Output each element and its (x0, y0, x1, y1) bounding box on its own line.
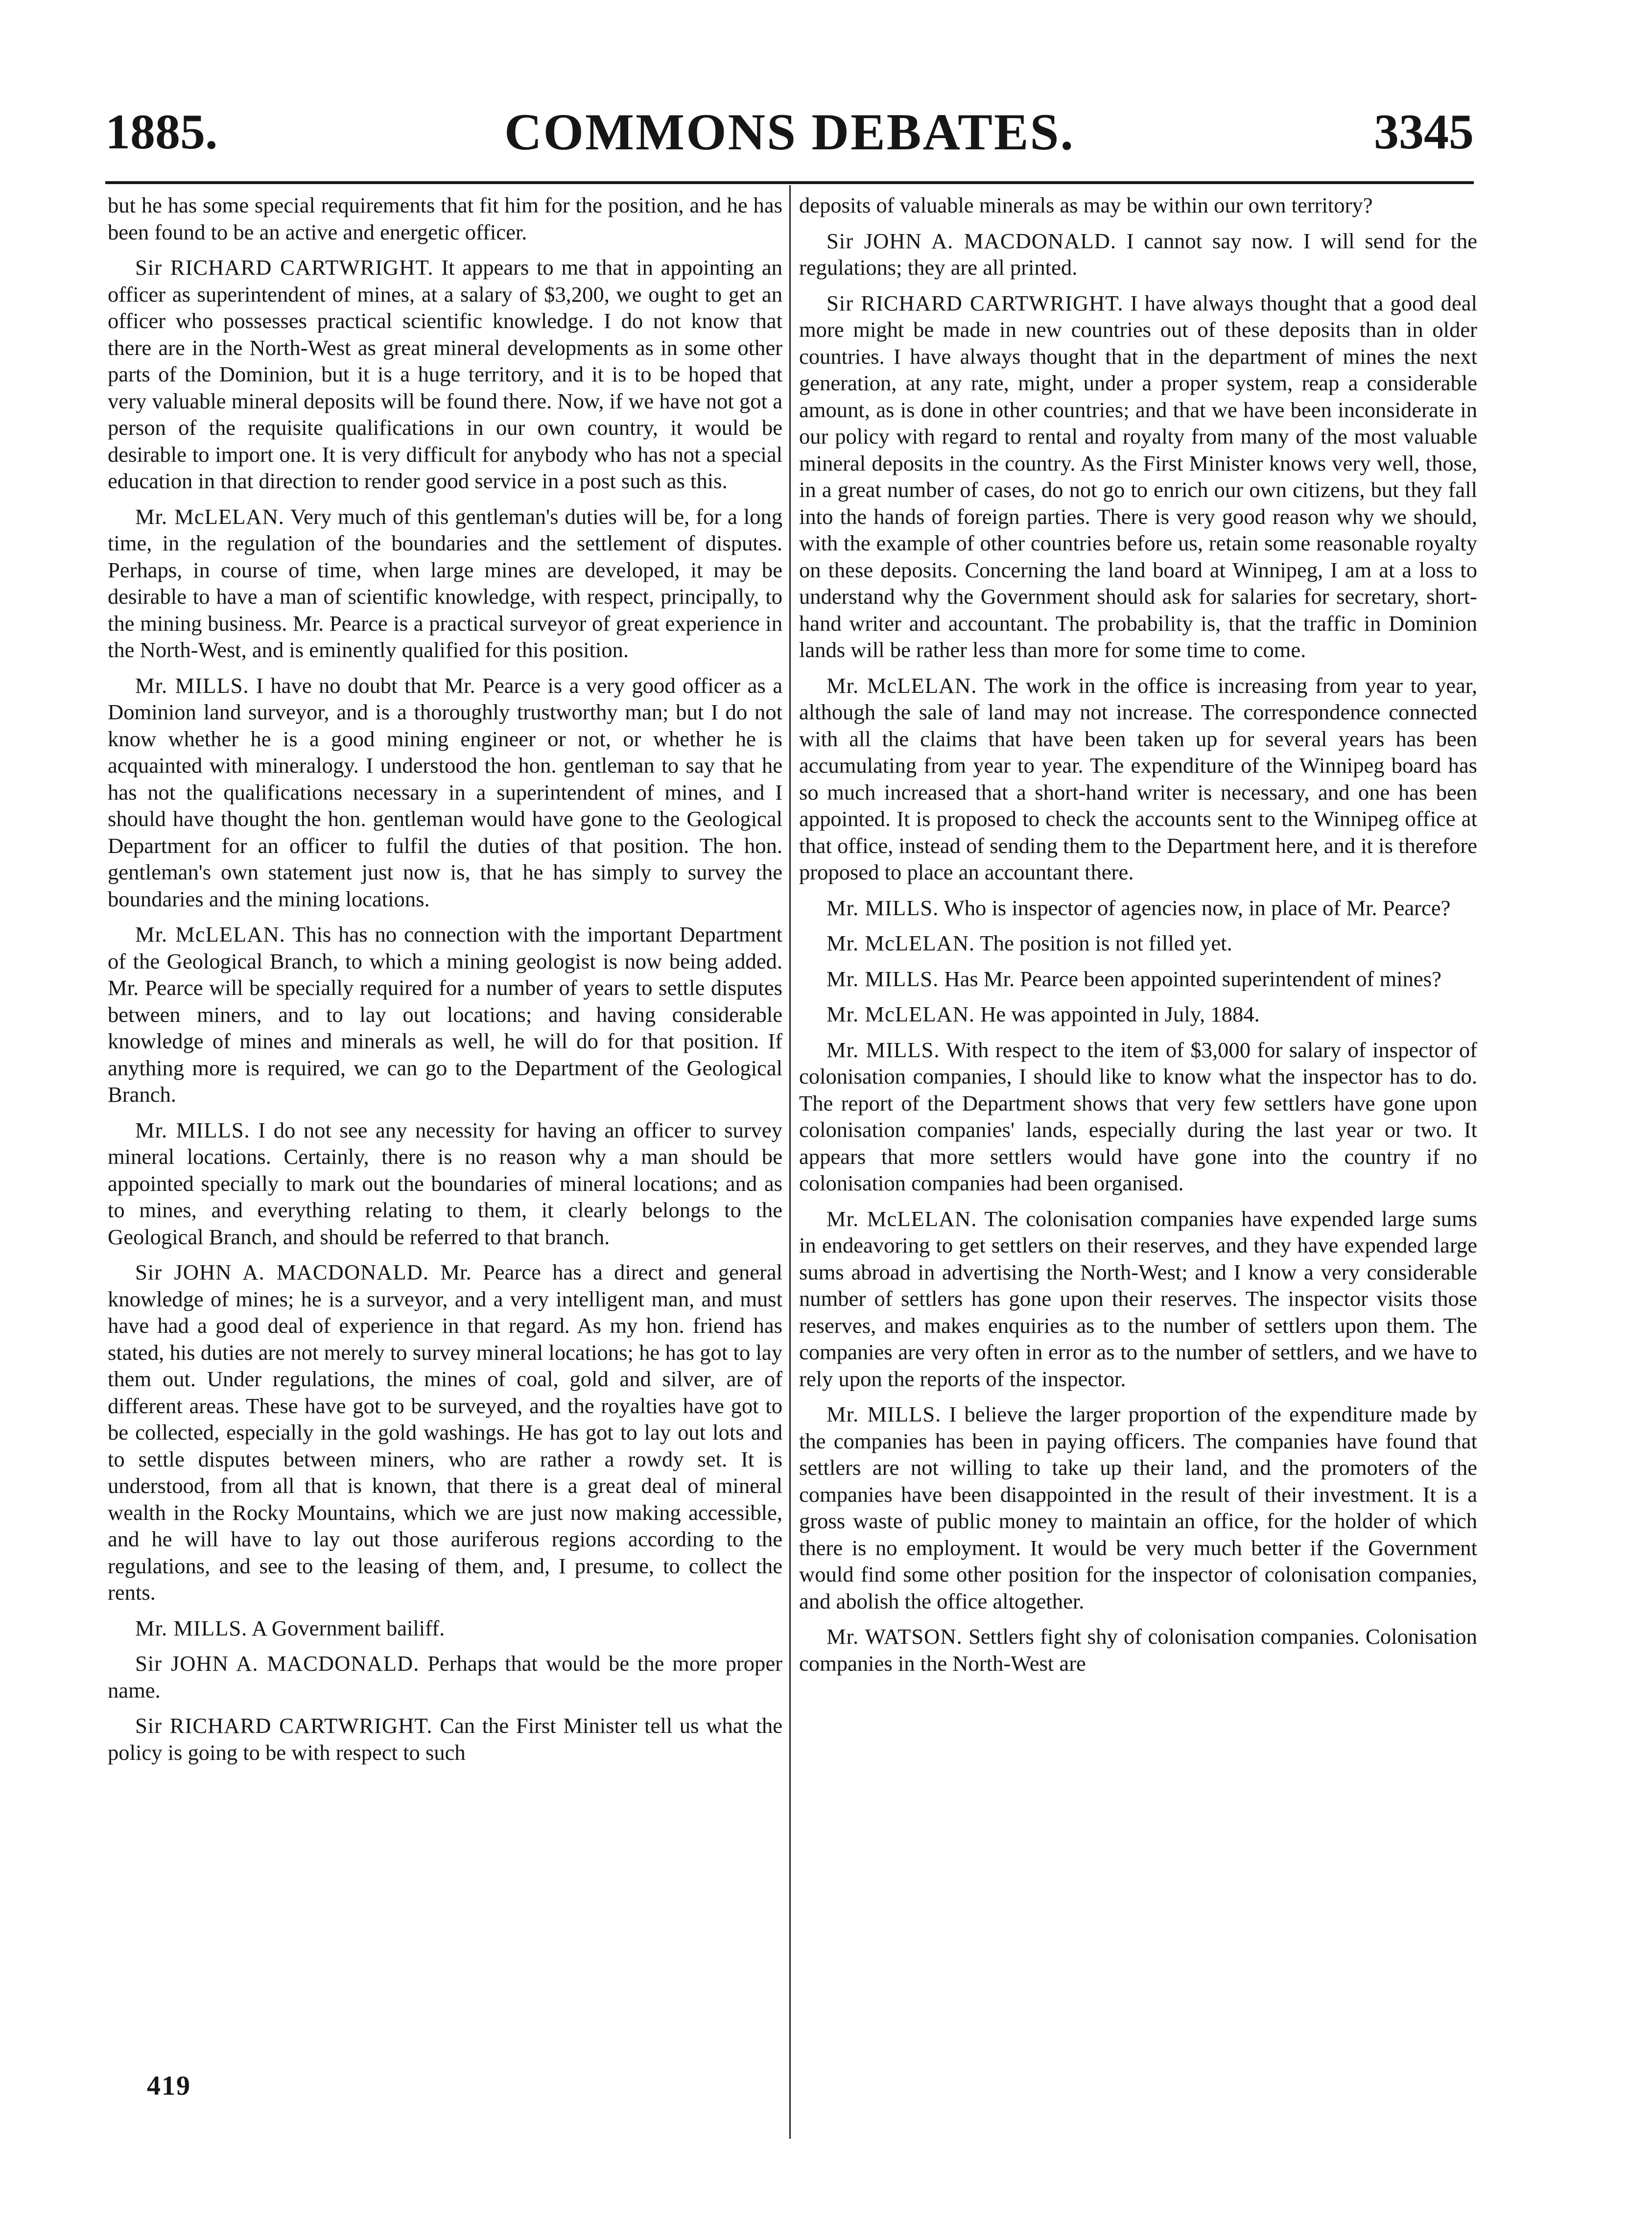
speech-text: Can the First Minister tell us what the policy is going to be with respect to such (108, 1713, 782, 1765)
speaker-name: Mr. MILLS. (826, 1037, 940, 1062)
speaker-name: Mr. WATSON. (826, 1624, 963, 1649)
speech-text: Perhaps that would be the more proper name. (108, 1651, 782, 1703)
speech-text: He was appointed in July, 1884. (980, 1002, 1260, 1026)
header-year: 1885. (105, 104, 218, 160)
speech-text: Settlers fight shy of colonisation companies. Colonisation companies in the North-West are (799, 1624, 1477, 1676)
speaker-name: Mr. McLELAN. (826, 931, 975, 955)
paragraph (799, 1623, 1477, 1677)
speech-text: I do not see any necessity for having an officer to survey mineral locations. Certainly, there is no reason why a man should be appointed specially to mark out the boundaries of mineral locations; and as to mines, and everything relating to them, it clearly belongs to the Geological Branch, and should be referred to that branch. (108, 1117, 782, 1249)
speaker-name: Mr. MILLS. (826, 895, 939, 920)
speaker-name: Mr. McLELAN. (826, 1002, 975, 1026)
speaker-name: Mr. MILLS. (135, 673, 249, 698)
column-divider (789, 185, 791, 2139)
speech-text: A Government bailiff. (251, 1615, 445, 1640)
paragraph (108, 1650, 782, 1703)
speech-text: but he has some special requirements that fit him for the position, and he has been found to be an active and energetic officer. (108, 193, 782, 244)
speech-text: This has no connection with the important Department of the Geological Branch, to which a mining geologist is now being added. Mr. Pearce will be specially required for a number of years to settle disputes between miners, and to lay out locations; and having considerable knowledge of mines and minerals as well, he will do for that position. If anything more is required, we can go to the Department of the Geological Branch. (108, 922, 783, 1107)
header-rule (105, 181, 1474, 184)
paragraph (799, 290, 1477, 663)
speech-text: The work in the office is increasing from year to year, although the sale of land may not increase. The correspondence connected with all the claims that have been taken up for several years has been accumulating from year to year. The expenditure of the Winnipeg board has so much increased that a short-hand writer is necessary, and one has been appointed. It is proposed to check the accounts sent to the Winnipeg office at that office, instead of sending them to the Department here, and it is therefore proposed to place an accountant there. (799, 673, 1477, 884)
paragraph (108, 921, 782, 1108)
signature-number: 419 (147, 2071, 191, 2101)
speaker-name: Sir RICHARD CARTWRIGHT. (826, 290, 1124, 315)
speaker-name: Mr. MILLS. (135, 1615, 248, 1640)
speaker-name: Mr. McLELAN. (135, 922, 285, 946)
paragraph (799, 930, 1477, 957)
paragraph (108, 1117, 782, 1251)
speaker-name: Sir RICHARD CARTWRIGHT. (135, 255, 434, 280)
speech-text: Who is inspector of agencies now, in place of Mr. Pearce? (944, 895, 1451, 920)
speaker-name: Sir JOHN A. MACDONALD. (826, 228, 1117, 253)
paragraph (108, 1712, 782, 1766)
speech-text: I believe the larger proportion of the expenditure made by the companies has been in paying officers. The companies have found that settlers are not willing to take up their land, and the promoters of the companies have been disappointed in the result of their investment. It is a gross waste of public money to maintain an office, for the holder of which there is no employment. It would be very much better if the Government would find some other position for the inspector of colonisation companies, and abolish the office altogether. (799, 1402, 1477, 1613)
header-page-number: 3345 (1374, 104, 1474, 160)
speaker-name: Mr. MILLS. (135, 1117, 250, 1142)
paragraph (799, 966, 1477, 993)
speaker-name: Sir RICHARD CARTWRIGHT. (135, 1713, 433, 1738)
paragraph (799, 1401, 1477, 1614)
speech-text: The colonisation companies have expended large sums in endeavoring to get settlers on their reserves, and they have expended large sums abroad in advertising the North-West; and I know a very considerable number of settlers has gone upon their reserves. The inspector visits those reserves, and makes enquiries as to the number of settlers upon them. The companies are very often in error as to the number of settlers, and we have to rely upon the reports of the inspector. (799, 1206, 1478, 1391)
paragraph (799, 1206, 1477, 1393)
speech-text: The position is not filled yet. (980, 931, 1232, 955)
header-title: COMMONS DEBATES. (504, 103, 1075, 161)
speech-text: I cannot say now. I will send for the regulations; they are all printed. (799, 228, 1477, 280)
paragraph (799, 1037, 1477, 1197)
paragraph (108, 192, 782, 245)
speech-text: Has Mr. Pearce been appointed superintendent of mines? (944, 966, 1441, 991)
speaker-name: Mr. MILLS. (826, 1402, 942, 1426)
speaker-name: Mr. McLELAN. (826, 1206, 977, 1231)
paragraph (108, 1259, 782, 1606)
paragraph (799, 192, 1477, 219)
speech-text: I have always thought that a good deal more might be made in new countries out of these deposits than in older countries. I have always thought that in the department of mines the next generation, at any rate, might, under a proper system, reap a considerable amount, as is done in other countries; and that we have been inconsiderate in our policy with regard to rental and royalty from many of the most valuable mineral deposits in the country. As the First Minister knows very well, those, in a great number of cases, do not go to enrich our own citizens, but they fall into the hands of foreign parties. There is very good reason why we should, with the example of other countries before us, retain some reasonable royalty on these deposits. Concerning the land board at Winnipeg, I am at a loss to understand why the Government should ask for salaries for secretary, short-hand writer and accountant. The probability is, that the traffic in Dominion lands will be rather less than more for some time to come. (799, 290, 1477, 662)
paragraph (108, 503, 782, 663)
speaker-name: Sir JOHN A. MACDONALD. (135, 1651, 420, 1676)
speech-text: With respect to the item of $3,000 for salary of inspector of colonisation companies, I should like to know what the inspector has to do. The report of the Department shows that very few settlers have gone upon colonisation companies' lands, especially during the last year or two. It appears that more settlers would have gone into the country if no colonisation companies had been organised. (799, 1037, 1478, 1195)
right-column (799, 192, 1477, 1685)
speech-text: deposits of valuable minerals as may be within our own territory? (799, 193, 1373, 217)
paragraph (799, 228, 1477, 281)
paragraph (108, 1615, 782, 1642)
paragraph (799, 672, 1477, 886)
speaker-name: Mr. MILLS. (826, 966, 939, 991)
paragraph (108, 254, 782, 495)
paragraph (799, 895, 1477, 922)
left-column (108, 192, 782, 1774)
speaker-name: Sir JOHN A. MACDONALD. (135, 1260, 429, 1284)
speech-text: Mr. Pearce has a direct and general knowledge of mines; he is a surveyor, and a very intelligent man, and must have had a good deal of experience in that regard. As my hon. friend has stated, his duties are not merely to survey mineral locations; he has got to lay them out. Under regulations, the mines of coal, gold and silver, are of different areas. These have got to be surveyed, and the royalties have got to be collected, especially in the gold washings. He has got to lay out lots and to settle disputes between miners, who are rather a rowdy set. It is understood, from all that is known, that there is a great deal of mineral wealth in the Rocky Mountains, which we are just now making accessible, and he will have to lay out those auriferous regions according to the regulations, and see to the leasing of them, and, I presume, to collect the rents. (108, 1260, 782, 1605)
page-header (105, 91, 1474, 174)
speech-text: It appears to me that in appointing an officer as superintendent of mines, at a salary of $3,200, we ought to get an officer who possesses practical scientific knowledge. I do not know that there are in the North-West as great mineral developments as in some other parts of the Dominion, but it is a huge territory, and it is to be hoped that very valuable mineral deposits will be found there. Now, if we have not got a person of the requisite qualifications in our own country, it would be desirable to import one. It is very difficult for anybody who has not a special education in that direction to render good service in a post such as this. (108, 255, 782, 493)
speaker-name: Mr. McLELAN. (826, 673, 977, 698)
paragraph (108, 672, 782, 913)
speech-text: Very much of this gentleman's duties will be, for a long time, in the regulation of the boundaries and the settlement of disputes. Perhaps, in course of time, when large mines are developed, it may be desirable to have a man of scientific knowledge, with respect, principally, to the mining business. Mr. Pearce is a practical surveyor of great experience in the North-West, and is eminently qualified for this position. (108, 504, 783, 662)
paragraph (799, 1001, 1477, 1028)
speaker-name: Mr. McLELAN. (135, 504, 284, 529)
speech-text: I have no doubt that Mr. Pearce is a very good officer as a Dominion land surveyor, and is a thoroughly trustworthy man; but I do not know whether he is a good mining engineer or not, or whether he is acquainted with mineralogy. I understood the hon. gentleman to say that he has not the qualifications necessary in a superintendent of mines, and I should have thought the hon. gentleman would have gone to the Geological Department for an officer to fulfil the duties of that position. The hon. gentleman's own statement just now is, that he has simply to survey the boundaries and the mining locations. (108, 673, 782, 911)
